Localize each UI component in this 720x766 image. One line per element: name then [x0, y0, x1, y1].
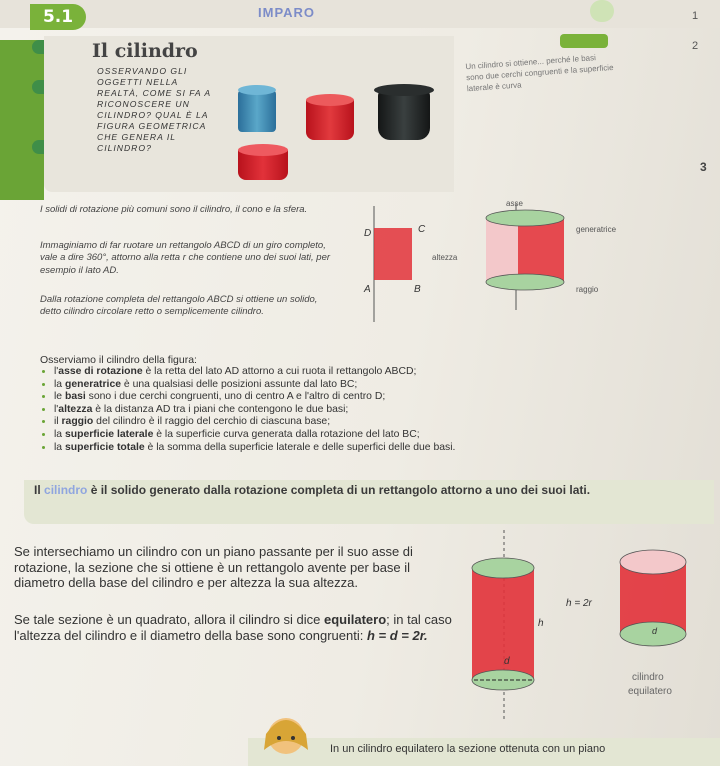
label-h: h: [538, 618, 544, 629]
list-item: • la generatrice è una qualsiasi delle posizioni assunte dal lato BC;: [54, 379, 654, 392]
equilateral-cylinder-diagram: [470, 530, 720, 720]
margin-number-3: 3: [700, 160, 707, 174]
caption-line-1: cilindro: [632, 672, 664, 683]
section-paragraph-2: Se tale sezione è un quadrato, allora il cilindro si dice equilatero; in tal caso l'altezza del cilindro e il diametro della base sono congruenti: h = d = 2r.: [14, 612, 452, 643]
paragraph-rotation: Immaginiamo di far ruotare un rettangolo ABCD di un giro completo, vale a dire 360°, attorno alla retta r che contiene uno dei suoi lati, per esempio il lato AD.: [40, 240, 331, 276]
label-raggio: raggio: [576, 285, 599, 294]
rectangle-abcd: [374, 228, 412, 280]
definition-text: Il cilindro è il solido generato dalla rotazione completa di un rettangolo attorno a uno dei suoi lati.: [34, 483, 591, 497]
paragraph-intro: I solidi di rotazione più comuni sono il cilindro, il cono e la sfera.: [40, 204, 308, 215]
side-note: Un cilindro si ottiene... perché le basi sono due cerchi congruenti e la superficie laterale è curva: [465, 53, 614, 94]
label-r: d: [652, 626, 658, 636]
black-bin-image: [378, 88, 430, 140]
cylinder-bottom-base: [486, 274, 564, 290]
red-cylinder-image: [306, 100, 354, 140]
caption-line-2: equilatero: [628, 686, 672, 697]
top-base: [472, 558, 534, 578]
rotation-diagram: [340, 200, 720, 330]
left-green-rail: [0, 40, 44, 200]
list-item: • l'asse di rotazione è la retta del lato AD attorno a cui ruota il rettangolo ABCD;: [54, 366, 654, 379]
cylinder-top-base: [486, 210, 564, 226]
blue-can-image: [238, 90, 276, 132]
margin-number-2: 2: [692, 40, 699, 52]
label-altezza: altezza: [432, 253, 458, 262]
activity-prompt: OSSERVANDO GLI OGGETTI NELLA REALTÀ, COME SI FA A RICONOSCERE UN CILINDRO? QUAL È LA FIGURA GEOMETRICA CHE GENERA IL CILINDRO?: [97, 66, 211, 153]
section-header-word: IMPARO: [258, 5, 316, 20]
section-rectangle: [472, 568, 534, 680]
list-item: • il raggio del cilindro è il raggio del cerchio di ciascuna base;: [54, 416, 654, 429]
page-title: Il cilindro: [92, 40, 198, 62]
label-a: A: [364, 284, 371, 295]
label-asse: asse: [506, 200, 523, 208]
equilateral-top: [620, 550, 686, 574]
bottom-note: In un cilindro equilatero la sezione ottenuta con un piano: [330, 743, 606, 755]
label-d: d: [504, 656, 510, 667]
list-item: • le basi sono i due cerchi congruenti, uno di centro A e l'altro di centro D;: [54, 391, 654, 404]
label-c: C: [418, 224, 426, 235]
label-d: D: [364, 228, 372, 239]
cylinder-section: [518, 218, 564, 282]
list-item: • la superficie totale è la somma della superficie laterale e delle superfici delle due basi.: [54, 442, 654, 455]
formula-label: h = 2r: [566, 598, 592, 609]
margin-number-1: 1: [692, 10, 699, 22]
paragraph-result: Dalla rotazione completa del rettangolo ABCD si ottiene un solido, detto cilindro circolare retto o semplicemente cilindro.: [40, 294, 318, 318]
label-b: B: [414, 284, 421, 295]
section-paragraph-1: Se intersechiamo un cilindro con un piano passante per il suo asse di rotazione, la sezione che si ottiene è un rettangolo avente per base il diametro della base del cilindro e per altezza la sua altezza.: [14, 544, 413, 591]
properties-list: [40, 366, 654, 454]
list-item: • la superficie laterale è la superficie curva generata dalla rotazione del lato BC;: [54, 429, 654, 442]
label-generatrice: generatrice: [576, 225, 617, 234]
student-illustration: [248, 706, 324, 766]
list-intro: Osserviamo il cilindro della figura:: [40, 354, 197, 366]
definition-chip: [560, 34, 608, 48]
section-number-badge: 5.1: [30, 4, 86, 30]
header-chip: [590, 0, 614, 22]
red-short-cylinder-image: [238, 150, 288, 180]
list-item: • l'altezza è la distanza AD tra i piani che contengono le due basi;: [54, 404, 654, 417]
